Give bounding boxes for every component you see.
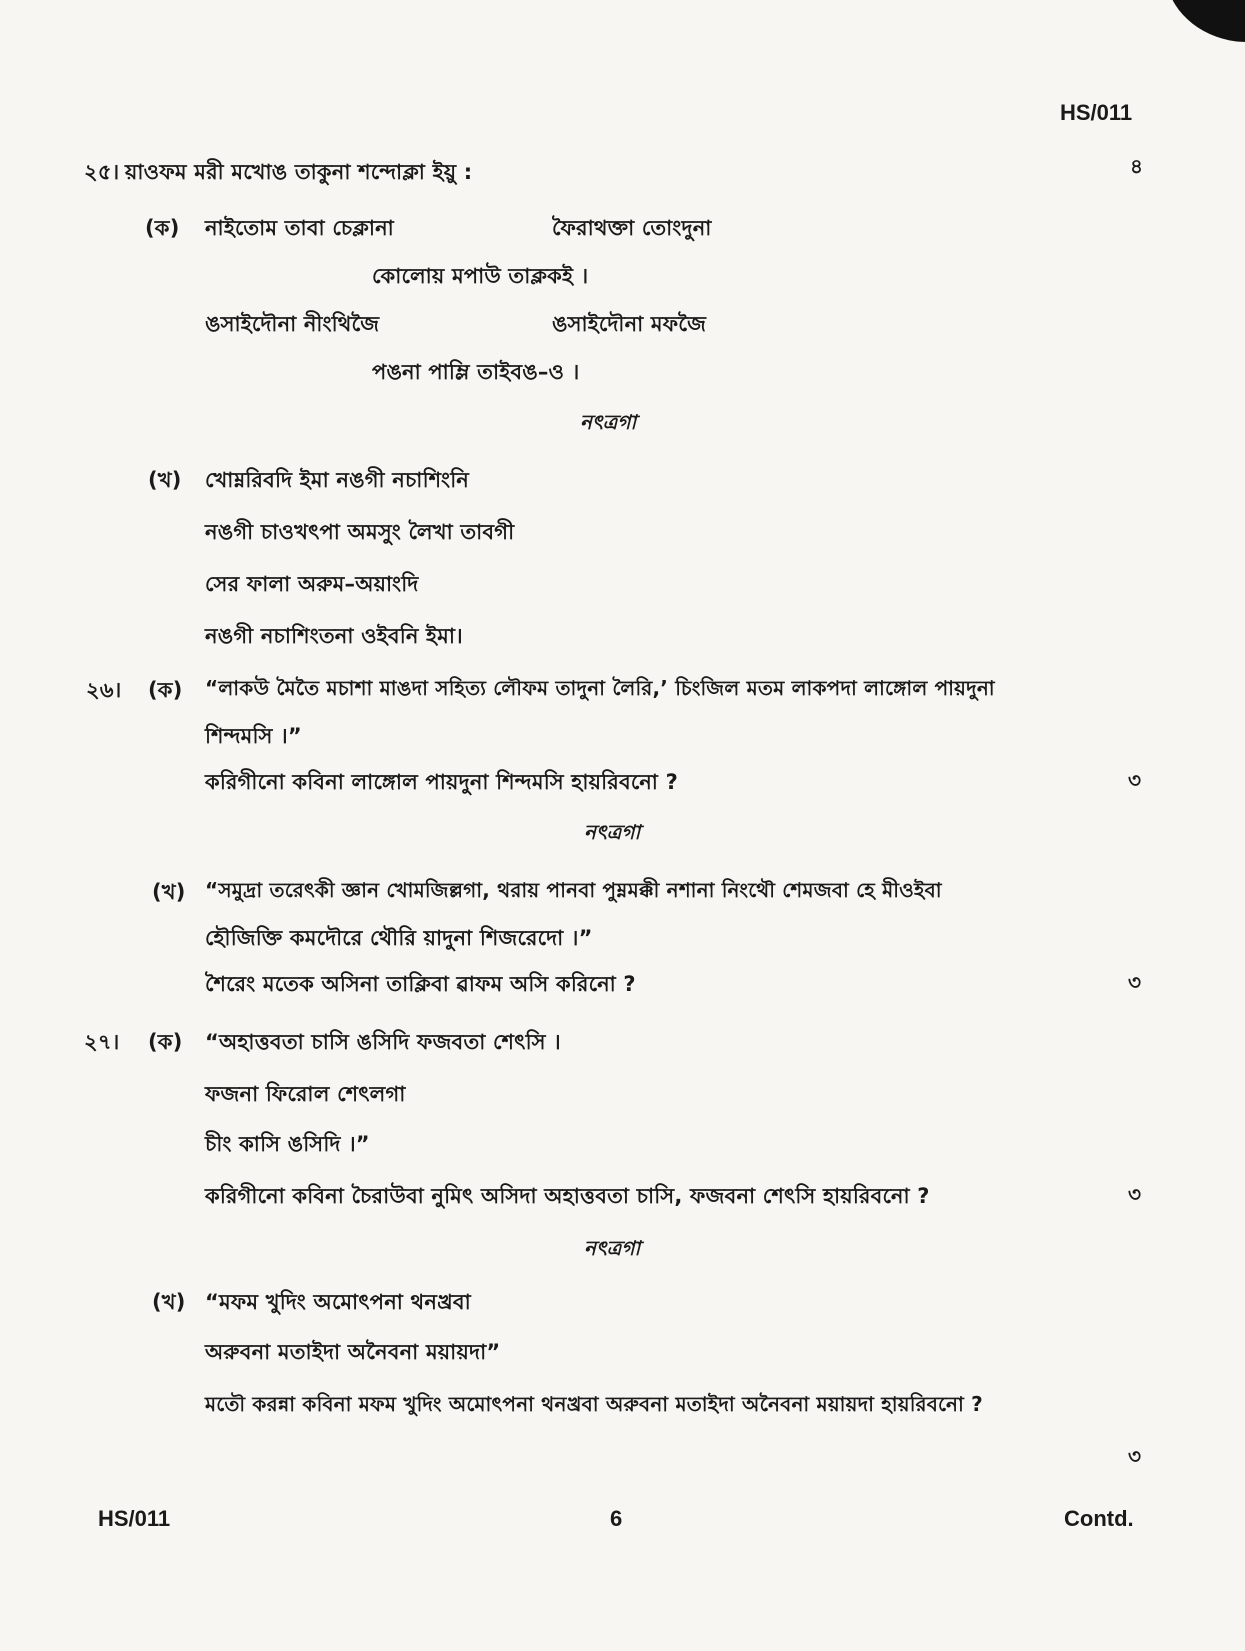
q26b-line1: “সমুদ্রা তরেৎকী জ্ঞান খোমজিল্লগা, থরায় পানবা পুম্নমক্কী নশানা নিংথৌ শেমজবা হে মীওইবা xyxy=(205,878,942,902)
footer-code: HS/011 xyxy=(98,1506,171,1531)
q27a-line1: “অহাত্তবতা চাসি ঙসিদি ফজবতা শেৎসি । xyxy=(205,1030,561,1054)
q26a-line2: শিন্দমসি ।” xyxy=(205,724,302,748)
q25a-line1-right: ফৈরাথক্তা তোংদুনা xyxy=(552,216,712,240)
q27a-line3: চীং কাসি ঙসিদি ।” xyxy=(205,1132,370,1156)
q25b-label: (খ) xyxy=(148,468,182,492)
q27b-line2: অরুবনা মতাইদা অনৈবনা ময়ায়দা” xyxy=(205,1340,501,1364)
q25a-line2: কোলোয় মপাউ তাক্লকই । xyxy=(372,264,589,288)
q25b-line1: খোম্নরিবদি ইমা নঙগী নচাশিংনি xyxy=(205,468,469,492)
q25a-line3-left: ঙসাইদৌনা নীংথিজৈ xyxy=(205,312,380,336)
q27a-marks: ৩ xyxy=(1128,1182,1142,1206)
q25-marks: ৪ xyxy=(1130,154,1143,178)
footer-page-number: 6 xyxy=(610,1506,623,1531)
page-corner-shadow xyxy=(1150,0,1245,61)
header-code: HS/011 xyxy=(1060,100,1133,125)
q26b-question: শৈরেং মতেক অসিনা তাক্লিবা ৱাফম অসি করিনো ? xyxy=(205,972,636,996)
footer-contd: Contd. xyxy=(1064,1506,1134,1531)
q25-or: নৎত্রগা xyxy=(580,410,637,434)
q27-number: ২৭। xyxy=(84,1030,120,1054)
q25-prompt: য়াওফম মরী মখোঙ তাকুনা শন্দোক্লা ইয়ু : xyxy=(125,160,473,184)
q26a-question: করিগীনো কবিনা লাঙ্গোল পায়দুনা শিন্দমসি হায়রিবনো ? xyxy=(205,770,678,794)
q26a-marks: ৩ xyxy=(1128,768,1142,792)
q26a-line1: “লাকউ মৈতৈ মচাশা মাঙদা সহিত্য লৌফম তাদুনা লৈরি,’ চিংজিল মতম লাকপদা লাঙ্গোল পায়দুনা xyxy=(205,676,995,700)
q26a-label: (ক) xyxy=(148,678,183,702)
q25a-line1-left: নাইতোম তাবা চেক্লানা xyxy=(205,216,394,240)
q26-number: ২৬। xyxy=(86,678,122,702)
q27a-label: (ক) xyxy=(148,1030,183,1054)
q25b-line4: নঙগী নচাশিংতনা ওইবনি ইমা। xyxy=(205,624,463,648)
q27a-line2: ফজনা ফিরোল শেৎলগা xyxy=(205,1082,406,1106)
q27b-line1: “মফম খুদিং অমোৎপনা থনখ্রবা xyxy=(205,1290,471,1314)
q25b-line3: সের ফালা অরুম–অয়াংদি xyxy=(205,572,419,596)
q27b-label: (খ) xyxy=(152,1290,186,1314)
q25a-line4: পঙনা পাম্লি তাইবঙ–ও । xyxy=(372,360,580,384)
q26b-line2: হৌজিক্তি কমদৌরে থৌরি য়াদুনা শিজরেদো ।” xyxy=(205,926,593,950)
q26b-marks: ৩ xyxy=(1128,970,1142,994)
q25-number: ২৫। xyxy=(84,160,120,184)
q25b-line2: নঙগী চাওখৎপা অমসুং লৈখা তাবগী xyxy=(205,520,515,544)
q27b-marks: ৩ xyxy=(1128,1444,1142,1468)
q26b-label: (খ) xyxy=(152,880,186,904)
q27b-question: মতৌ করন্না কবিনা মফম খুদিং অমোৎপনা থনখ্রবা অরুবনা মতাইদা অনৈবনা ময়ায়দা হায়রিবনো ? xyxy=(205,1392,983,1416)
q27a-question: করিগীনো কবিনা চৈরাউবা নুমিৎ অসিদা অহাত্তবতা চাসি, ফজবনা শেৎসি হায়রিবনো ? xyxy=(205,1184,930,1208)
q27-or: নৎত্রগা xyxy=(584,1236,641,1260)
q25a-line3-right: ঙসাইদৌনা মফজৈ xyxy=(552,312,707,336)
q26-or: নৎত্রগা xyxy=(584,820,641,844)
q25a-label: (ক) xyxy=(145,216,180,240)
